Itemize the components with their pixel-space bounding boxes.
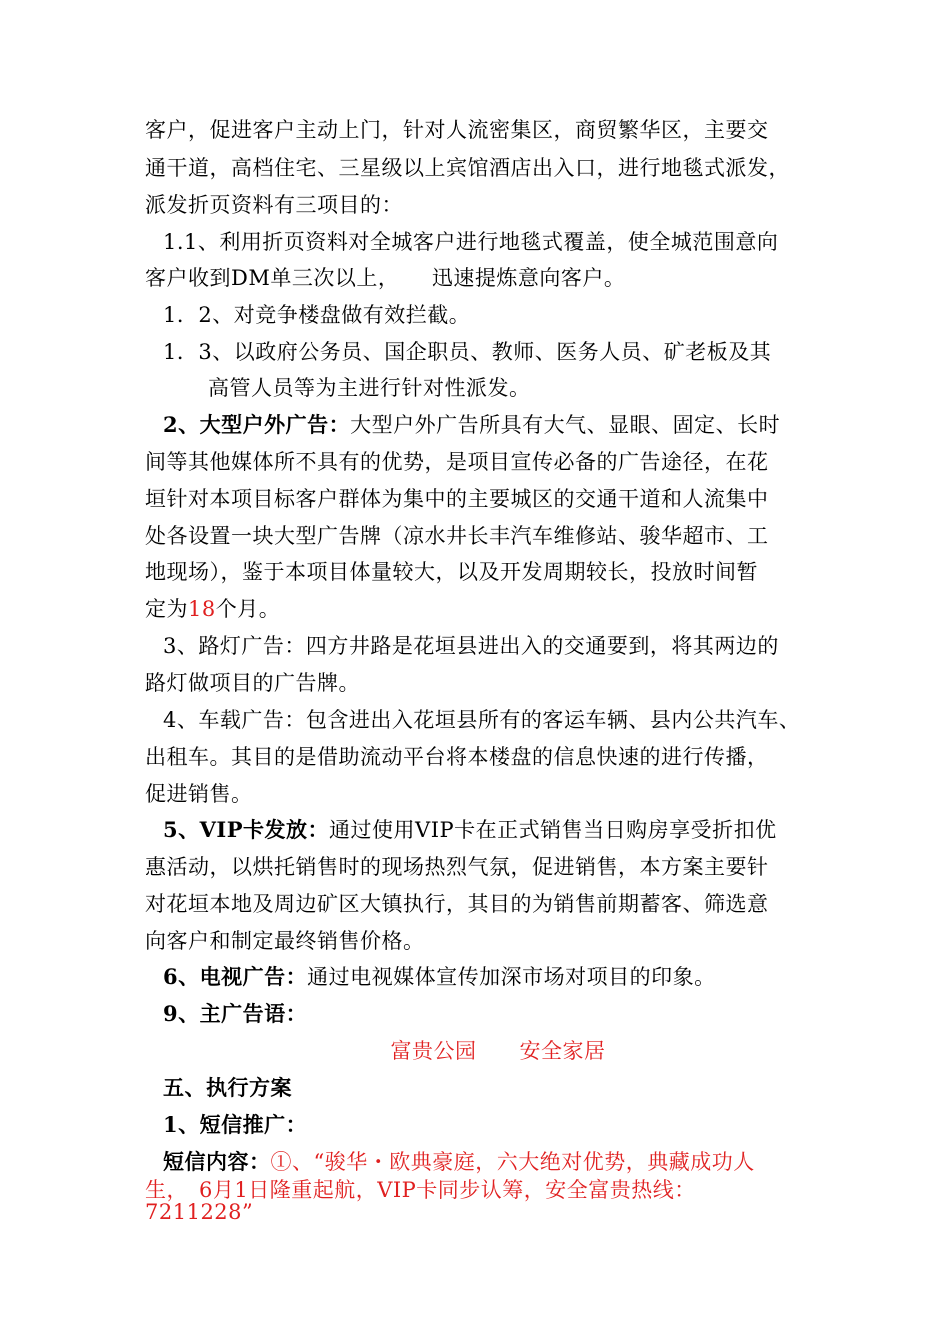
- paragraph-line: 派发折页资料有三项目的：: [145, 193, 403, 217]
- paragraph-line: 向客户和制定最终销售价格。: [145, 929, 425, 953]
- section-9-heading: 9、主广告语：: [163, 1001, 308, 1026]
- sms-text-cont: 生， 6月1日隆重起航，VIP卡同步认筹，安全富贵热线：: [145, 1178, 696, 1202]
- paragraph-line: 地现场），鉴于本项目体量较大，以及开发周期较长，投放时间暂: [145, 560, 758, 584]
- section-2-text: 大型户外广告所具有大气、显眼、固定、长时: [350, 413, 781, 437]
- sms-text: ①、“骏华・欧典豪庭，六大绝对优势，典藏成功人: [270, 1150, 755, 1174]
- section-5-text: 通过使用VIP卡在正式销售当日购房享受折扣优: [329, 818, 777, 842]
- section-5-line: [163, 815, 777, 845]
- paragraph-line: [145, 594, 280, 624]
- paragraph-line: 客户，促进客户主动上门，针对人流密集区，商贸繁华区，主要交: [145, 118, 769, 142]
- list-item-1-3-cont: 高管人员等为主进行针对性派发。: [208, 376, 531, 400]
- paragraph-line: 出租车。其目的是借助流动平台将本楼盘的信息快速的进行传播，: [145, 745, 769, 769]
- sms-content-line: [163, 1147, 755, 1177]
- sms-label: 短信内容：: [163, 1149, 271, 1174]
- section-6-heading: 6、电视广告：: [163, 964, 308, 989]
- section-6-text: 通过电视媒体宣传加深市场对项目的印象。: [307, 965, 716, 989]
- paragraph-line: 处各设置一块大型广告牌（凉水井长丰汽车维修站、骏华超市、工: [145, 524, 769, 548]
- section-5-heading: 5、VIP卡发放：: [163, 817, 330, 842]
- text-span: 定为: [145, 597, 188, 621]
- sms-section-heading: 1、短信推广：: [163, 1112, 308, 1137]
- duration-value: 18: [188, 597, 216, 621]
- list-item-1-3: 1．3、以政府公务员、国企职员、教师、医务人员、矿老板及其: [163, 340, 772, 364]
- paragraph-line: 间等其他媒体所不具有的优势，是项目宣传必备的广告途径，在花: [145, 450, 769, 474]
- paragraph-line: 惠活动，以烘托销售时的现场热烈气氛，促进销售，本方案主要针: [145, 855, 769, 879]
- section-6-line: [163, 962, 716, 992]
- chapter-5-heading: 五、执行方案: [163, 1075, 292, 1100]
- section-3-line: 3、路灯广告：四方井路是花垣县进出入的交通要到，将其两边的: [163, 634, 779, 658]
- text-span: 个月。: [215, 597, 281, 621]
- sms-phone: 7211228”: [145, 1200, 254, 1224]
- paragraph-line: 通干道，高档住宅、三星级以上宾馆酒店出入口，进行地毯式派发，: [145, 156, 790, 180]
- slogan: 富贵公园 安全家居: [390, 1039, 606, 1063]
- paragraph-line: 垣针对本项目标客户群体为集中的主要城区的交通干道和人流集中: [145, 487, 769, 511]
- section-4-line: 4、车载广告：包含进出入花垣县所有的客运车辆、县内公共汽车、: [163, 708, 801, 732]
- section-2-line: [163, 410, 780, 440]
- paragraph-line: 促进销售。: [145, 782, 253, 806]
- paragraph-line: 对花垣本地及周边矿区大镇执行，其目的为销售前期蓄客、筛选意: [145, 892, 769, 916]
- list-item-1-1-cont: 客户收到DM单三次以上， 迅速提炼意向客户。: [145, 266, 626, 290]
- list-item-1-2: 1．2、对竞争楼盘做有效拦截。: [163, 303, 471, 327]
- section-2-heading: 2、大型户外广告：: [163, 412, 351, 437]
- paragraph-line: 路灯做项目的广告牌。: [145, 671, 360, 695]
- list-item-1-1: 1.1、利用折页资料对全城客户进行地毯式覆盖，使全城范围意向: [163, 230, 779, 254]
